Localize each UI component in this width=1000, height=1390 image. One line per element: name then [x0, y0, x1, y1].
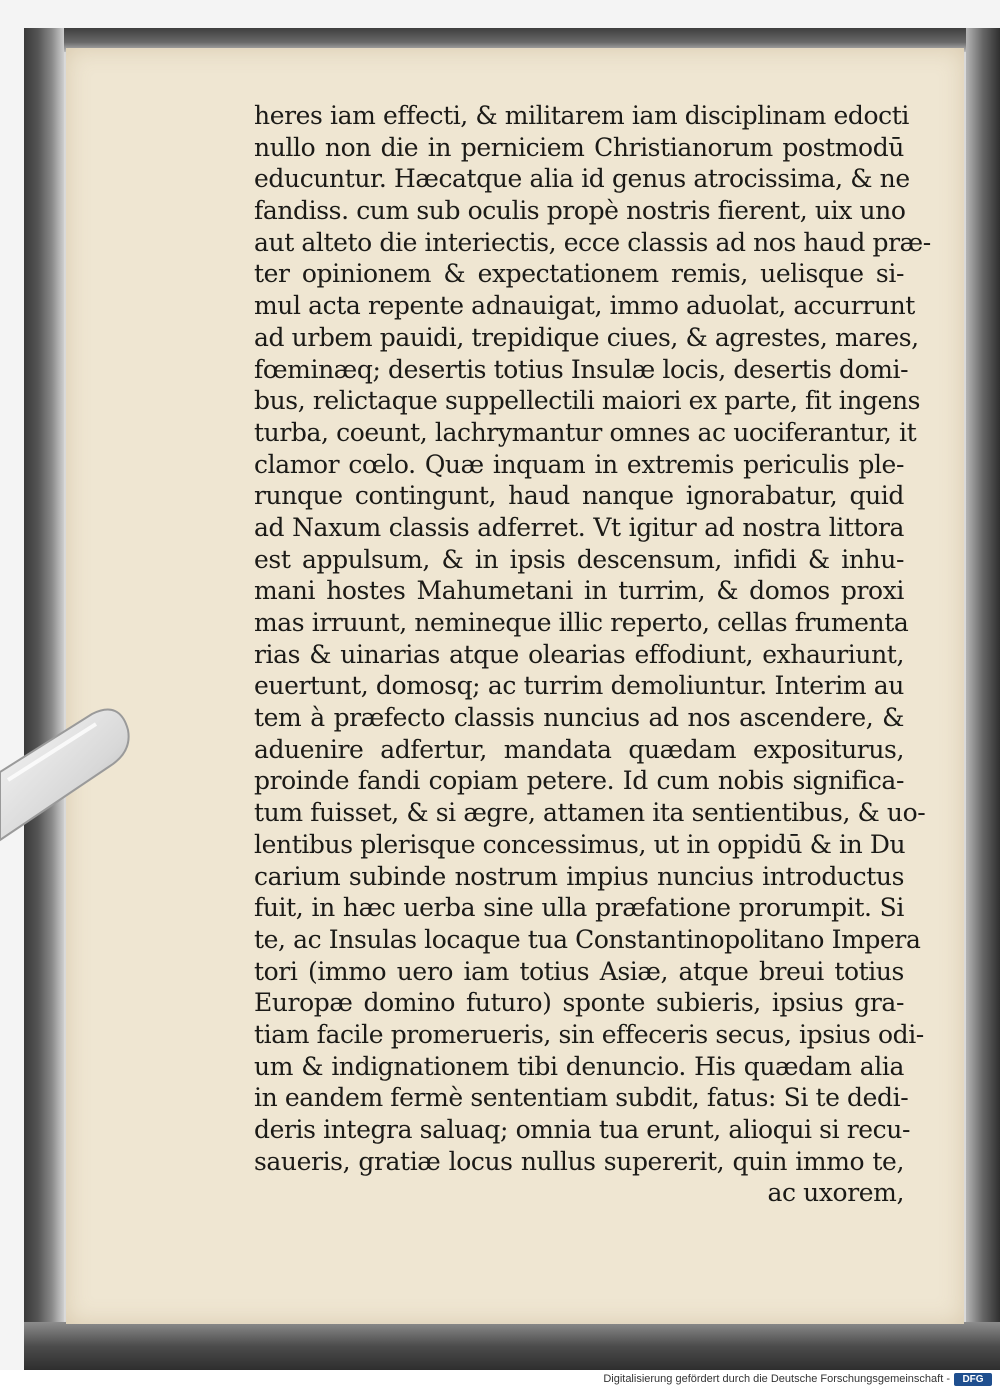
text-line: heres iam effecti, & militarem iam disciplinam edocti: [254, 101, 909, 130]
text-line: ter opinionem & expectationem remis, uelisque si-: [254, 259, 904, 289]
text-line: lentibus plerisque concessimus, ut in oppidū & in Du: [254, 829, 906, 859]
text-line: tem à præfecto classis nuncius ad nos ascendere, &: [254, 703, 904, 733]
dfg-logo: DFG: [954, 1373, 992, 1386]
text-line: est appulsum, & in ipsis descensum, infidi & inhu-: [254, 544, 904, 574]
text-line: ad urbem pauidi, trepidique ciues, & agrestes, mares,: [254, 322, 919, 352]
text-line: te, ac Insulas locaque tua Constantinopolitano Impera: [254, 924, 921, 954]
text-line: clamor cœlo. Quæ inquam in extremis periculis ple-: [254, 449, 904, 479]
page-text: [254, 100, 931, 1209]
text-line: tiam facile promerueris, sin effeceris secus, ipsius odi-: [254, 1019, 924, 1049]
text-line: in eandem fermè sententiam subdit, fatus: Si te dedi-: [254, 1083, 909, 1113]
text-line: euertunt, domosq; ac turrim demoliuntur. Interim au: [254, 671, 904, 701]
text-line: tum fuisset, & si ægre, attamen ita sentientibus, & uo-: [254, 798, 926, 828]
text-line: tori (immo uero iam totius Asiæ, atque breui totius: [254, 956, 904, 986]
text-line: educuntur. Hæcatque alia id genus atrocissima, & ne: [254, 164, 910, 194]
footer-bar: [0, 1370, 1000, 1390]
text-line: Europæ domino futuro) sponte subieris, ipsius gra-: [254, 988, 904, 1018]
text-line: mani hostes Mahumetani in turrim, & domos proxi: [254, 576, 904, 606]
text-line: ac uxorem,: [767, 1178, 904, 1208]
text-line: turba, coeunt, lachrymantur omnes ac uociferantur, it: [254, 417, 917, 447]
text-line: carium subinde nostrum impius nuncius introductus: [254, 861, 904, 891]
text-line: runque contingunt, haud nanque ignorabatur, quid: [254, 481, 904, 511]
text-line: rias & uinarias atque olearias effodiunt, exhauriunt,: [254, 639, 904, 669]
text-line: mas irruunt, nemineque illic reperto, cellas frumenta: [254, 608, 909, 637]
text-line: bus, relictaque suppellectili maiori ex parte, fit ingens: [254, 386, 921, 416]
text-line: deris integra saluaq; omnia tua erunt, alioqui si recu-: [254, 1115, 911, 1144]
text-line: fœminæq; desertis totius Insulæ locis, desertis domi-: [254, 354, 909, 384]
text-line: saueris, gratiæ locus nullus supererit, quin immo te,: [254, 1146, 904, 1176]
text-line: fandiss. cum sub oculis propè nostris fierent, uix uno: [254, 196, 906, 226]
text-line: nullo non die in perniciem Christianorum postmodū: [254, 132, 904, 162]
text-line: um & indignationem tibi denuncio. His quædam alia: [254, 1051, 904, 1081]
funding-credit: Digitalisierung gefördert durch die Deutsche Forschungsgemeinschaft -: [603, 1373, 950, 1385]
text-line: aduenire adfertur, mandata quædam expositurus,: [254, 734, 904, 764]
text-line: ad Naxum classis adferret. Vt igitur ad nostra littora: [254, 512, 904, 542]
text-line: aut alteto die interiectis, ecce classis ad nos haud præ-: [254, 227, 931, 257]
text-line: proinde fandi copiam petere. Id cum nobis significa-: [254, 766, 904, 796]
text-line: fuit, in hæc uerba sine ulla præfatione prorumpit. Si: [254, 893, 904, 923]
page-clip-holder: [0, 700, 132, 850]
board-edge-right: [966, 28, 1000, 1370]
text-line: mul acta repente adnauigat, immo aduolat, accurrunt: [254, 291, 915, 321]
board-edge-bottom: [24, 1322, 1000, 1370]
board-edge-left: [24, 28, 64, 1370]
